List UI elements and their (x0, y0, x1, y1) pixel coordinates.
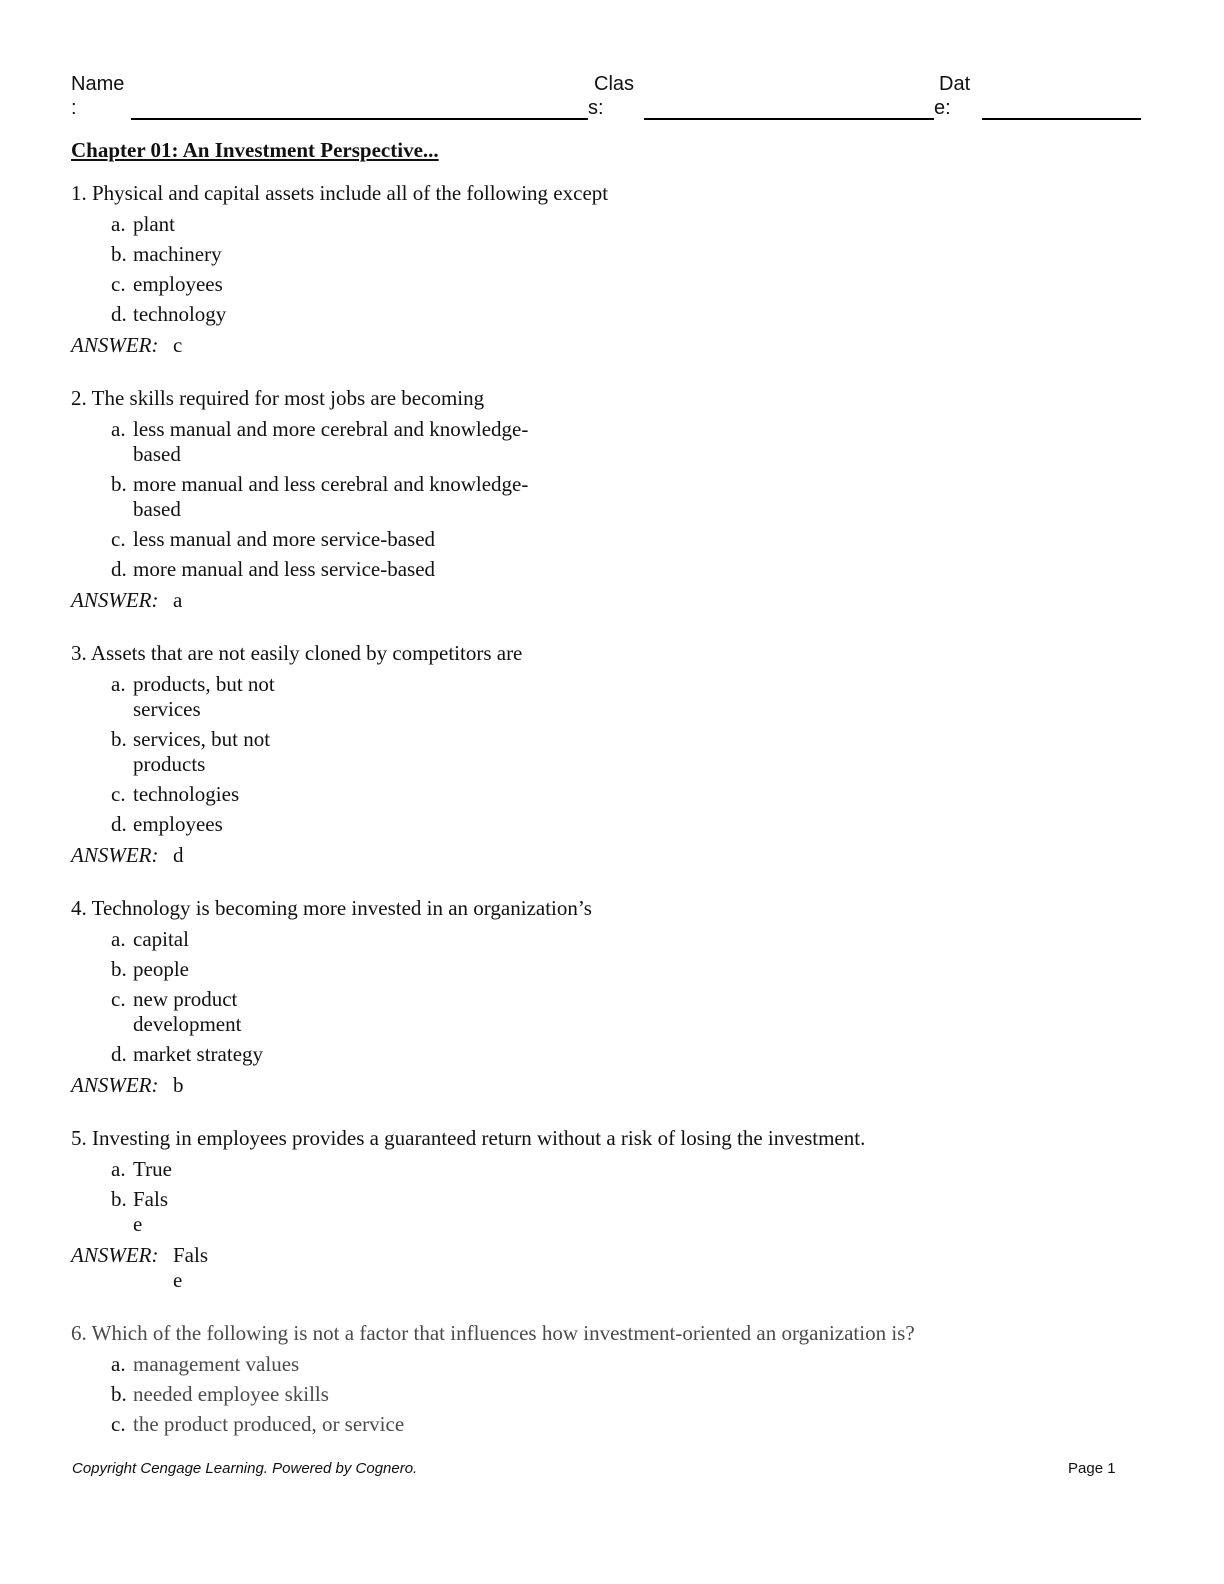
option-letter: c. (111, 987, 126, 1011)
option-letter: d. (111, 302, 127, 326)
footer-copyright: Copyright Cengage Learning. Powered by Cognero. (72, 1460, 418, 1477)
option-text: more manual and less cerebral and knowledge- based (133, 472, 529, 521)
option-letter: b. (111, 957, 127, 981)
date-label: Dat (939, 73, 971, 95)
answer-label: ANSWER: (71, 1073, 159, 1097)
question-item (71, 1124, 1151, 1293)
date-input-line[interactable] (982, 118, 1141, 120)
option-text: technologies (133, 782, 240, 806)
question-item (71, 384, 1151, 613)
date-colon: e: (934, 97, 951, 119)
option-text: machinery (133, 242, 222, 266)
name-input-line[interactable] (131, 118, 588, 120)
option-text: employees (133, 272, 223, 296)
option-letter: b. (111, 472, 127, 496)
answer-key (71, 333, 1151, 358)
option-text: products, but not services (133, 672, 275, 721)
answer-option[interactable] (111, 1187, 1151, 1237)
answer-option[interactable] (111, 1352, 1151, 1377)
question-item (71, 179, 1151, 358)
option-list (111, 927, 1151, 1067)
option-letter: b. (111, 1382, 127, 1406)
answer-option[interactable] (111, 242, 1151, 267)
option-letter: c. (111, 527, 126, 551)
answer-option[interactable] (111, 302, 1151, 327)
option-text: less manual and more cerebral and knowledge- based (133, 417, 529, 466)
question-stem: 4. Technology is becoming more invested in an organization’s (71, 896, 592, 920)
answer-option[interactable] (111, 557, 1151, 582)
question-stem: 1. Physical and capital assets include all of the following except (71, 181, 609, 205)
answer-option[interactable] (111, 527, 1151, 552)
option-text: management values (133, 1352, 300, 1376)
option-letter: a. (111, 212, 126, 236)
answer-label: ANSWER: (71, 333, 159, 357)
option-text: people (133, 957, 189, 981)
option-list (111, 417, 1151, 582)
class-label: Clas (594, 73, 635, 95)
name-label: Name (71, 73, 125, 95)
option-letter: c. (111, 782, 126, 806)
answer-option[interactable] (111, 1412, 1151, 1437)
answer-key (71, 1073, 1151, 1098)
option-text: True (133, 1157, 172, 1181)
answer-option[interactable] (111, 672, 1151, 722)
option-text: capital (133, 927, 189, 951)
option-letter: c. (111, 272, 126, 296)
option-text: plant (133, 212, 175, 236)
answer-value: c (173, 333, 183, 357)
option-letter: b. (111, 727, 127, 751)
option-letter: a. (111, 1352, 126, 1376)
answer-option[interactable] (111, 957, 1151, 982)
answer-option[interactable] (111, 472, 1151, 522)
answer-option[interactable] (111, 1157, 1151, 1182)
answer-option[interactable] (111, 812, 1151, 837)
option-letter: a. (111, 927, 126, 951)
option-text: market strategy (133, 1042, 264, 1066)
option-text: needed employee skills (133, 1382, 329, 1406)
option-text: the product produced, or service (133, 1412, 405, 1436)
option-text: employees (133, 812, 223, 836)
option-letter: b. (111, 1187, 127, 1211)
option-list (111, 1157, 1151, 1237)
option-text: new product development (133, 987, 242, 1036)
answer-value: d (173, 843, 184, 867)
answer-option[interactable] (111, 987, 1151, 1037)
answer-key (71, 1243, 1151, 1293)
option-letter: c. (111, 1412, 126, 1436)
option-list (111, 1352, 1151, 1437)
answer-option[interactable] (111, 727, 1151, 777)
question-item (71, 894, 1151, 1098)
name-colon: : (71, 97, 77, 119)
question-stem: 6. Which of the following is not a factor that influences how investment-oriented an organization is? (71, 1321, 915, 1345)
option-letter: d. (111, 557, 127, 581)
option-list (111, 212, 1151, 327)
question-stem: 2. The skills required for most jobs are becoming (71, 386, 485, 410)
answer-value: b (173, 1073, 184, 1097)
answer-option[interactable] (111, 927, 1151, 952)
question-item (71, 639, 1151, 868)
question-item (71, 1319, 1151, 1437)
answer-label: ANSWER: (71, 588, 159, 612)
answer-key (71, 843, 1151, 868)
answer-label: ANSWER: (71, 1243, 159, 1267)
option-letter: d. (111, 1042, 127, 1066)
option-text: Fals e (133, 1187, 169, 1236)
option-letter: a. (111, 417, 126, 441)
answer-value: a (173, 588, 183, 612)
answer-option[interactable] (111, 417, 1151, 467)
option-text: services, but not products (133, 727, 271, 776)
footer-page-number: Page 1 (1068, 1460, 1116, 1477)
question-stem: 3. Assets that are not easily cloned by competitors are (71, 641, 523, 665)
question-list (71, 179, 1151, 1463)
option-text: technology (133, 302, 227, 326)
answer-option[interactable] (111, 782, 1151, 807)
option-letter: a. (111, 672, 126, 696)
option-text: less manual and more service-based (133, 527, 436, 551)
option-list (111, 672, 1151, 837)
answer-option[interactable] (111, 1042, 1151, 1067)
answer-value: Fals e (173, 1243, 209, 1292)
answer-option[interactable] (111, 1382, 1151, 1407)
option-letter: b. (111, 242, 127, 266)
option-letter: d. (111, 812, 127, 836)
answer-label: ANSWER: (71, 843, 159, 867)
answer-option[interactable] (111, 272, 1151, 297)
question-stem: 5. Investing in employees provides a guaranteed return without a risk of losing the investment. (71, 1126, 866, 1150)
option-letter: a. (111, 1157, 126, 1181)
answer-key (71, 588, 1151, 613)
class-colon: s: (588, 97, 604, 119)
answer-option[interactable] (111, 212, 1151, 237)
class-input-line[interactable] (644, 118, 934, 120)
chapter-title: Chapter 01: An Investment Perspective... (71, 138, 439, 162)
option-text: more manual and less service-based (133, 557, 436, 581)
